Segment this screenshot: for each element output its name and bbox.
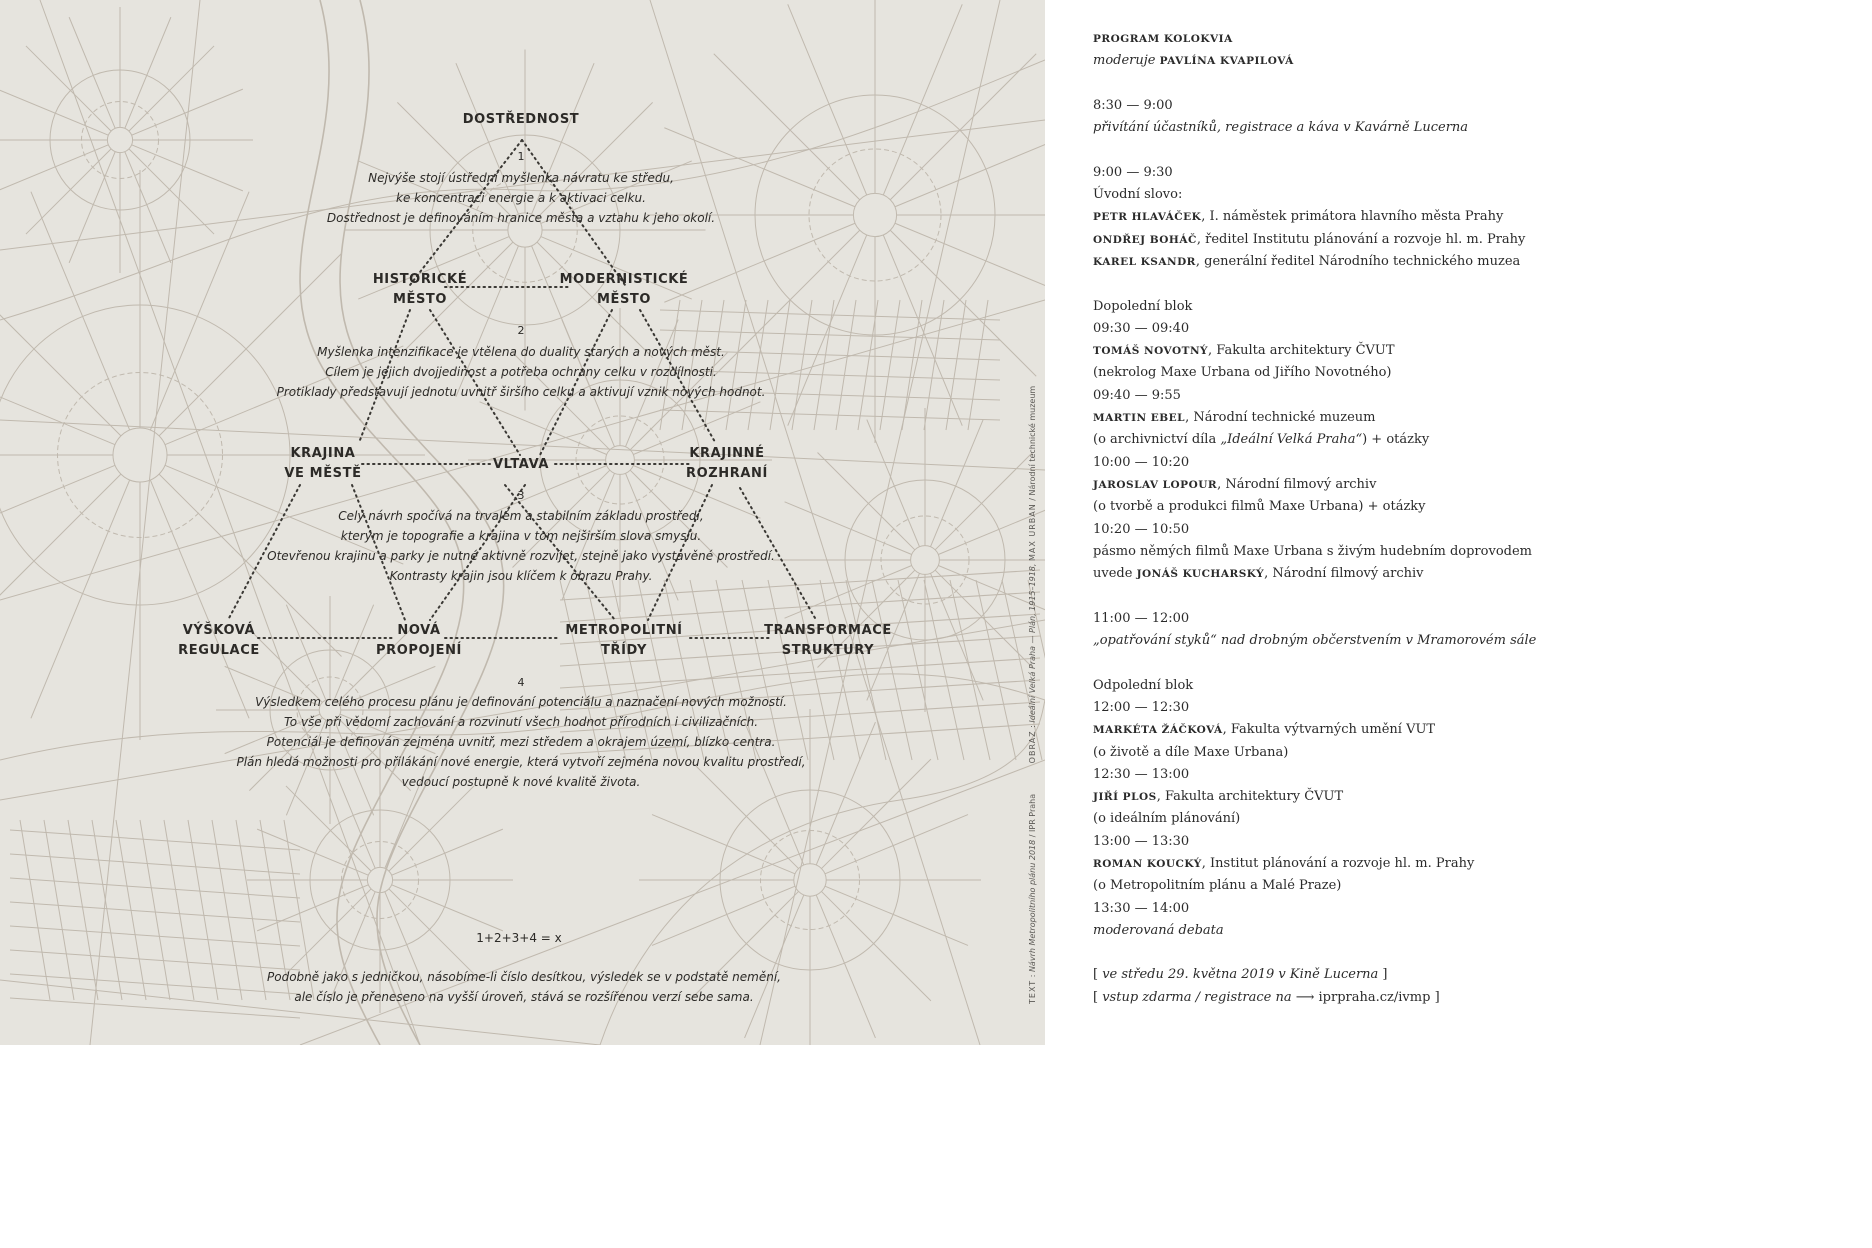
speaker-line: JIŘÍ PLOS, Fakulta architektury ČVUT xyxy=(1093,789,1344,805)
block-title: Odpolední blok xyxy=(1093,677,1194,693)
step-number-4: 4 xyxy=(517,676,525,689)
label-krajina-ve-meste: KRAJINA VE MĚSTĚ xyxy=(284,446,362,481)
talk-note: (o Metropolitním plánu a Malé Praze) xyxy=(1093,878,1342,894)
time-slot: 13:00 — 13:30 xyxy=(1093,833,1190,849)
block-title: Dopolední blok xyxy=(1093,298,1193,314)
formula: 1+2+3+4 = x xyxy=(476,931,562,945)
registration-link[interactable]: iprpraha.cz/ivmp xyxy=(1314,989,1435,1005)
label-transformace-struktury: TRANSFORMACE STRUKTURY xyxy=(764,623,892,658)
speaker-line: KAREL KSANDR, generální ředitel Národního technického muzea xyxy=(1093,253,1521,269)
time-slot: 8:30 — 9:00 xyxy=(1093,97,1173,113)
time-slot: 12:30 — 13:00 xyxy=(1093,766,1190,782)
speaker-line: TOMÁŠ NOVOTNÝ, Fakulta architektury ČVUT xyxy=(1093,343,1395,359)
speaker-line: ROMAN KOUCKÝ, Institut plánování a rozvoje hl. m. Prahy xyxy=(1093,855,1475,871)
speaker-line: uvede JONÁŠ KUCHARSKÝ, Národní filmový archiv xyxy=(1093,566,1424,582)
time-slot: 11:00 — 12:00 xyxy=(1093,610,1190,626)
session-title: Úvodní slovo: xyxy=(1093,187,1183,203)
time-slot: 12:00 — 12:30 xyxy=(1093,699,1190,715)
label-metropolitni-tridy: METROPOLITNÍ TŘÍDY xyxy=(565,623,683,658)
paragraph-3: Celý návrh spočívá na trvalém a stabilním základu prostředí, kterým je topografie a krajina v tom nejširším slova smyslu. Otevřenou krajinu a parky je nutné aktivně rozvíjet, stejně jako vystavěné prostředí. Kontrasty krajin jsou klíčem k obrazu Prahy. xyxy=(267,509,775,583)
talk-note: (o archivnictví díla „Ideální Velká Praha“) + otázky xyxy=(1093,432,1430,448)
label-vyskova-regulace: VÝŠKOVÁ REGULACE xyxy=(178,623,260,658)
label-nova-propojeni: NOVÁ PROPOJENÍ xyxy=(375,623,463,658)
speaker-line: MARKÉTA ŽÁČKOVÁ, Fakulta výtvarných umění VUT xyxy=(1093,722,1436,738)
label-vltava: VLTAVA xyxy=(492,457,550,472)
step-number-3: 3 xyxy=(517,489,525,502)
paragraph-1: Nejvýše stojí ústřední myšlenka návratu ke středu, ke koncentraci energie a k aktivaci celku. Dostřednost je definováním hranice města a vztahu k jeho okolí. xyxy=(326,171,716,225)
time-slot: 10:00 — 10:20 xyxy=(1093,454,1190,470)
speaker-line: ONDŘEJ BOHÁČ, ředitel Institutu plánování a rozvoje hl. m. Prahy xyxy=(1093,231,1526,247)
paragraph-2: Myšlenka intenzifikace je vtělena do duality starých a nových měst. Cílem je jejich dvojjedinost a potřeba ochrany celku v rozdílnosti. Protiklady představují jednotu uvnitř širšího celku a aktivují vznik nových hodnot. xyxy=(276,345,766,399)
talk-note: (o tvorbě a produkci filmů Maxe Urbana) + otázky xyxy=(1093,499,1426,515)
time-slot: 09:40 — 9:55 xyxy=(1093,387,1181,403)
talk-note: (nekrolog Maxe Urbana od Jiřího Novotného) xyxy=(1093,365,1392,381)
poster-panel xyxy=(0,0,1045,1045)
moderator-line: moderuje PAVLÍNA KVAPILOVÁ xyxy=(1093,53,1294,69)
time-slot: 10:20 — 10:50 xyxy=(1093,521,1190,537)
time-slot: 13:30 — 14:00 xyxy=(1093,900,1190,916)
event-description: přivítání účastníků, registrace a káva v Kavárně Lucerna xyxy=(1093,120,1469,136)
label-krajinne-rozhrani: KRAJINNÉ ROZHRANÍ xyxy=(686,446,768,481)
program-title: PROGRAM KOLOKVIA xyxy=(1093,33,1233,45)
credit-line: TEXT : Návrh Metropolitního plánu 2018 / IPR Praha OBRAZ : Ideální Velká Praha — Plán, 1915–1918, MAX URBAN / Národní technické muzeum xyxy=(1028,385,1037,1004)
registration-info: [ vstup zdarma / registrace na ⟶ iprpraha.cz/ivmp ] xyxy=(1093,989,1440,1005)
event-description: moderovaná debata xyxy=(1093,922,1224,938)
program-panel xyxy=(1093,28,1553,1009)
talk-note: (o ideálním plánování) xyxy=(1093,811,1241,827)
step-number-2: 2 xyxy=(517,324,525,337)
label-modernisticke-mesto: MODERNISTICKÉ MĚSTO xyxy=(559,272,689,307)
arrow-icon: ⟶ xyxy=(1295,989,1315,1005)
closing-paragraph: Podobně jako s jedničkou, násobíme-li číslo desítkou, výsledek se v podstatě nemění, ale číslo je přeneseno na vyšší úroveň, stává se rozšířenou verzí sebe sama. xyxy=(267,970,781,1004)
speaker-line: PETR HLAVÁČEK, I. náměstek primátora hlavního města Prahy xyxy=(1093,209,1504,225)
time-slot: 9:00 — 9:30 xyxy=(1093,164,1173,180)
speaker-line: JAROSLAV LOPOUR, Národní filmový archiv xyxy=(1093,476,1377,492)
speaker-line: MARTIN EBEL, Národní technické muzeum xyxy=(1093,410,1376,426)
paragraph-4: Výsledkem celého procesu plánu je definování potenciálu a naznačení nových možností. To vše při vědomí zachování a rozvinutí všech hodnot přírodních i civilizačních. Potenciál je definován zejména uvnitř, mezi středem a okrajem území, blízko centra. Plán hledá možnosti pro přilákání nové energie, která vytvoří zejména novou kvalitu prostředí, vedoucí postupně k nové kvalitě života. xyxy=(236,695,806,789)
time-slot: 09:30 — 09:40 xyxy=(1093,320,1190,336)
event-description: pásmo němých filmů Maxe Urbana s živým hudebním doprovodem xyxy=(1093,543,1532,559)
talk-note: (o životě a díle Maxe Urbana) xyxy=(1093,744,1289,760)
date-venue: [ ve středu 29. května 2019 v Kině Lucerna ] xyxy=(1093,967,1388,983)
label-dostrednost: DOSTŘEDNOST xyxy=(462,112,580,127)
label-historicke-mesto: HISTORICKÉ MĚSTO xyxy=(372,272,468,307)
event-description: „opatřování styků“ nad drobným občerstvením v Mramorovém sále xyxy=(1093,633,1537,649)
step-number-1: 1 xyxy=(517,150,525,163)
